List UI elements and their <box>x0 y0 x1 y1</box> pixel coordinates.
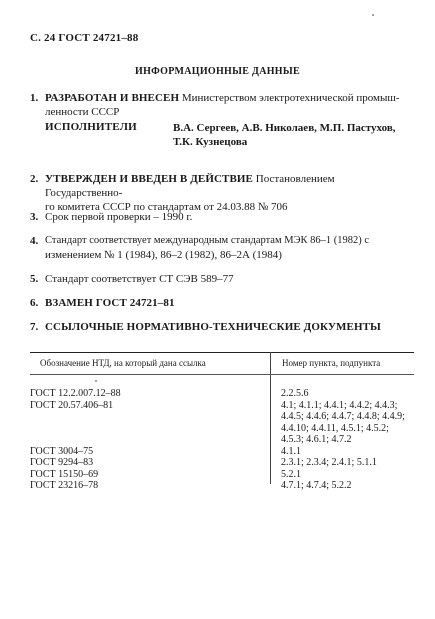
item-2 <box>30 172 410 214</box>
table-cell-doc: ГОСТ 23216–78 <box>30 480 99 491</box>
table-cell-doc: ГОСТ 15150–69 <box>30 468 99 480</box>
item-2-text-line2: го комитета СССР по стандартам от 24.03.88 № 706 <box>45 201 288 213</box>
item-6-number: 6. <box>30 297 39 309</box>
item-4-number: 4. <box>30 235 39 247</box>
table-cell-ref: 2.2.5.6 <box>281 388 309 399</box>
item-4-text-line1: Стандарт соответствует международным стандартам МЭК 86–1 (1982) с <box>45 235 370 246</box>
executors-names-line1: В.А. Сергеев, А.В. Николаев, М.П. Пастухов, <box>173 122 396 134</box>
item-7-number: 7. <box>30 321 39 333</box>
item-5-text: Стандарт соответствует СТ СЭВ 589–77 <box>45 273 234 285</box>
page-header: С. 24 ГОСТ 24721–88 <box>30 32 139 44</box>
table-cell-ref: 4.5.3; 4.6.1; 4.7.2 <box>281 434 352 445</box>
table-column-documents <box>30 388 262 492</box>
table-column-clauses <box>281 388 414 492</box>
table-column-divider <box>270 352 271 484</box>
item-3-text: Срок первой проверки – 1990 г. <box>45 211 193 223</box>
table-cell-doc: ГОСТ 20.57.406–81 <box>30 399 114 411</box>
item-5-number: 5. <box>30 273 39 285</box>
table-cell-ref: 4.1.1 <box>281 445 301 457</box>
table-cell-ref: 5.2.1 <box>281 468 301 480</box>
scan-speck <box>372 14 374 16</box>
item-2-number: 2. <box>30 173 39 185</box>
item-6-caption: ВЗАМЕН ГОСТ 24721–81 <box>45 297 175 309</box>
table-cell-doc: ГОСТ 12.2.007.12–88 <box>30 388 121 399</box>
table-cell-ref: 4.4.5; 4.4.6; 4.4.7; 4.4.8; 4.4.9; <box>281 411 405 422</box>
item-3-number: 3. <box>30 211 39 223</box>
item-4-text-line2: изменением № 1 (1984), 86–2 (1982), 86–2А (1984) <box>45 249 282 261</box>
executors-label: ИСПОЛНИТЕЛИ <box>45 121 137 133</box>
executors-names <box>173 121 413 149</box>
item-1-caption: РАЗРАБОТАН И ВНЕСЕН <box>45 92 180 104</box>
references-table <box>30 352 414 491</box>
table-cell-ref: 4.4.10; 4.4.11, 4.5.1; 4.5.2; <box>281 422 389 434</box>
item-5 <box>30 272 410 286</box>
table-cell-doc: ГОСТ 3004–75 <box>30 445 94 457</box>
item-7 <box>30 320 410 334</box>
item-1-text-line1: Министерством электротехнической промыш- <box>181 92 400 104</box>
table-cell-doc: ГОСТ 9294–83 <box>30 457 94 468</box>
table-header-rule <box>30 374 414 375</box>
item-1-text-line2: ленности СССР <box>45 106 120 118</box>
item-1-number: 1. <box>30 92 39 104</box>
table-header-document: Обозначение НТД, на который дана ссылка <box>40 358 206 368</box>
section-title: ИНФОРМАЦИОННЫЕ ДАННЫЕ <box>135 66 300 77</box>
item-7-caption: ССЫЛОЧНЫЕ НОРМАТИВНО-ТЕХНИЧЕСКИЕ ДОКУМЕНТЫ <box>45 321 381 333</box>
item-3 <box>30 210 410 224</box>
table-header-clause: Номер пункта, подпункта <box>282 358 381 368</box>
table-cell-ref: 4.1; 4.1.1; 4.4.1; 4.4.2; 4.4.3; <box>281 399 398 411</box>
executors-names-line2: Т.К. Кузнецова <box>173 136 248 148</box>
table-cell-ref: 2.3.1; 2.3.4; 2.4.1; 5.1.1 <box>281 457 377 468</box>
scan-speck <box>95 380 97 382</box>
item-2-caption: УТВЕРЖДЕН И ВВЕДЕН В ДЕЙСТВИЕ <box>45 173 253 185</box>
item-1 <box>30 91 410 119</box>
item-4 <box>30 234 410 262</box>
item-6 <box>30 296 410 310</box>
item-2-text-line1: Постановлением Государственно- <box>45 173 335 199</box>
table-cell-ref: 4.7.1; 4.7.4; 5.2.2 <box>281 480 352 491</box>
table-top-rule <box>30 352 414 353</box>
